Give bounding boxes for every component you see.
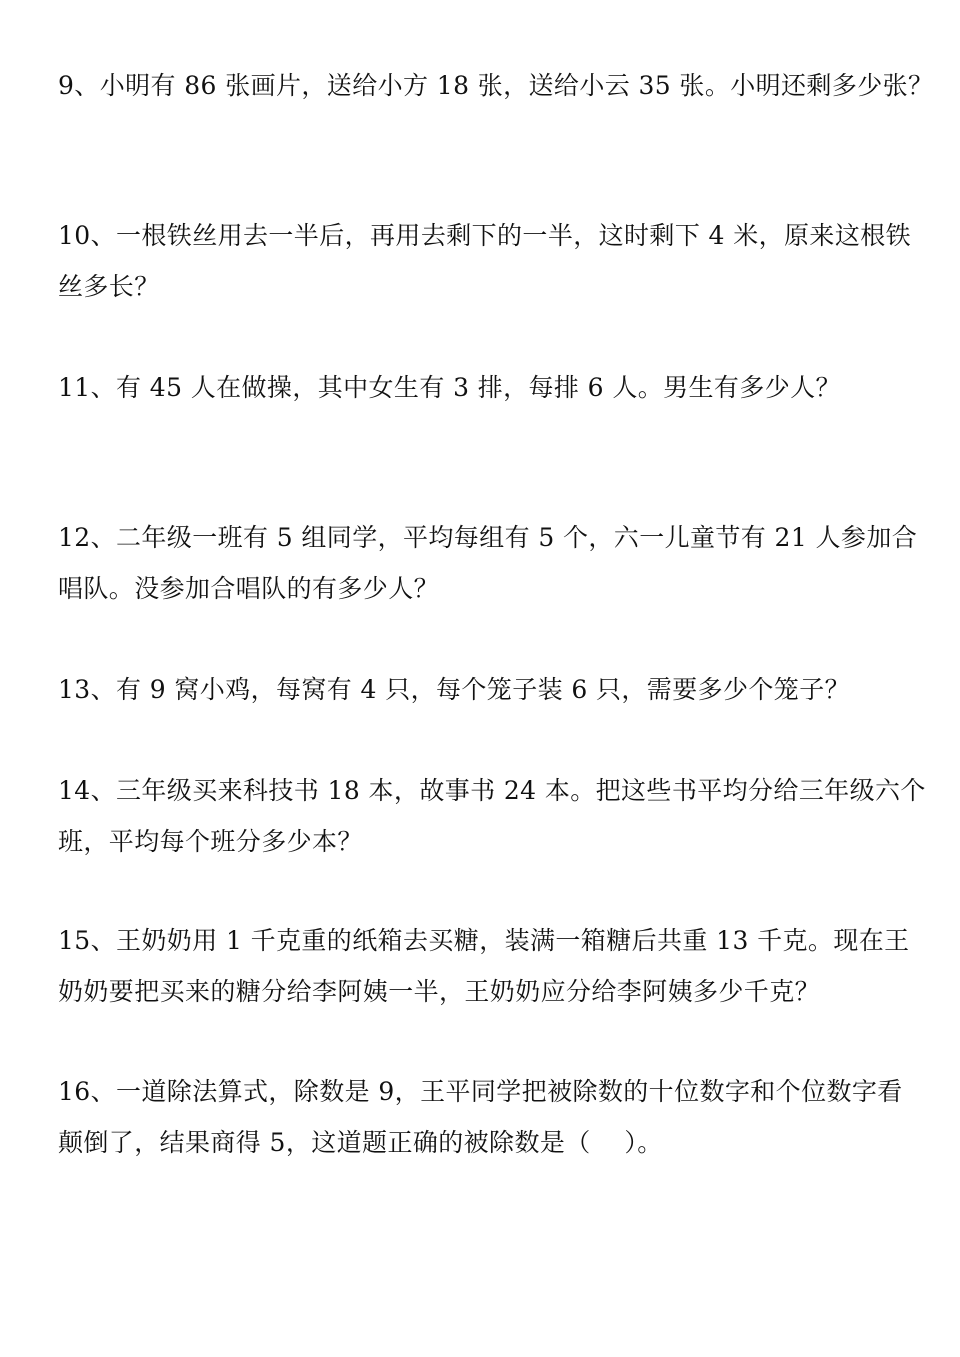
problem-16-line-1: 16、一道除法算式，除数是 9，王平同学把被除数的十位数字和个位数字看: [58, 1077, 903, 1106]
problem-10-line-1: 10、一根铁丝用去一半后，再用去剩下的一半，这时剩下 4 米，原来这根铁: [58, 221, 912, 250]
problem-16: [58, 1066, 908, 1168]
problem-11: [58, 362, 908, 413]
problem-15-line-2: 奶奶要把买来的糖分给李阿姨一半，王奶奶应分给李阿姨多少千克？: [58, 977, 821, 1006]
problem-14: [58, 765, 926, 867]
problem-9-line-1: 9、小明有 86 张画片，送给小方 18 张，送给小云 35 张。小明还剩多少张？: [58, 71, 934, 100]
problem-14-line-1: 14、三年级买来科技书 18 本，故事书 24 本。把这些书平均分给三年级六个: [58, 776, 926, 805]
problem-12: [58, 512, 918, 614]
problem-14-line-2: 班，平均每个班分多少本？: [58, 827, 363, 856]
problem-13-line-1: 13、有 9 窝小鸡，每窝有 4 只，每个笼子装 6 只，需要多少个笼子？: [58, 675, 851, 704]
problem-12-line-2: 唱队。没参加合唱队的有多少人？: [58, 574, 440, 603]
problem-10-line-2: 丝多长？: [58, 272, 160, 301]
problem-11-line-1: 11、有 45 人在做操，其中女生有 3 排，每排 6 人。男生有多少人？: [58, 373, 841, 402]
problem-9: [58, 60, 934, 111]
problem-16-line-2: 颠倒了，结果商得 5，这道题正确的被除数是（ ）。: [58, 1128, 663, 1157]
problem-15-line-1: 15、王奶奶用 1 千克重的纸箱去买糖，装满一箱糖后共重 13 千克。现在王: [58, 926, 910, 955]
problem-13: [58, 664, 908, 715]
problem-12-line-1: 12、二年级一班有 5 组同学，平均每组有 5 个，六一儿童节有 21 人参加合: [58, 523, 918, 552]
problem-15: [58, 915, 908, 1017]
problem-10: [58, 210, 912, 312]
